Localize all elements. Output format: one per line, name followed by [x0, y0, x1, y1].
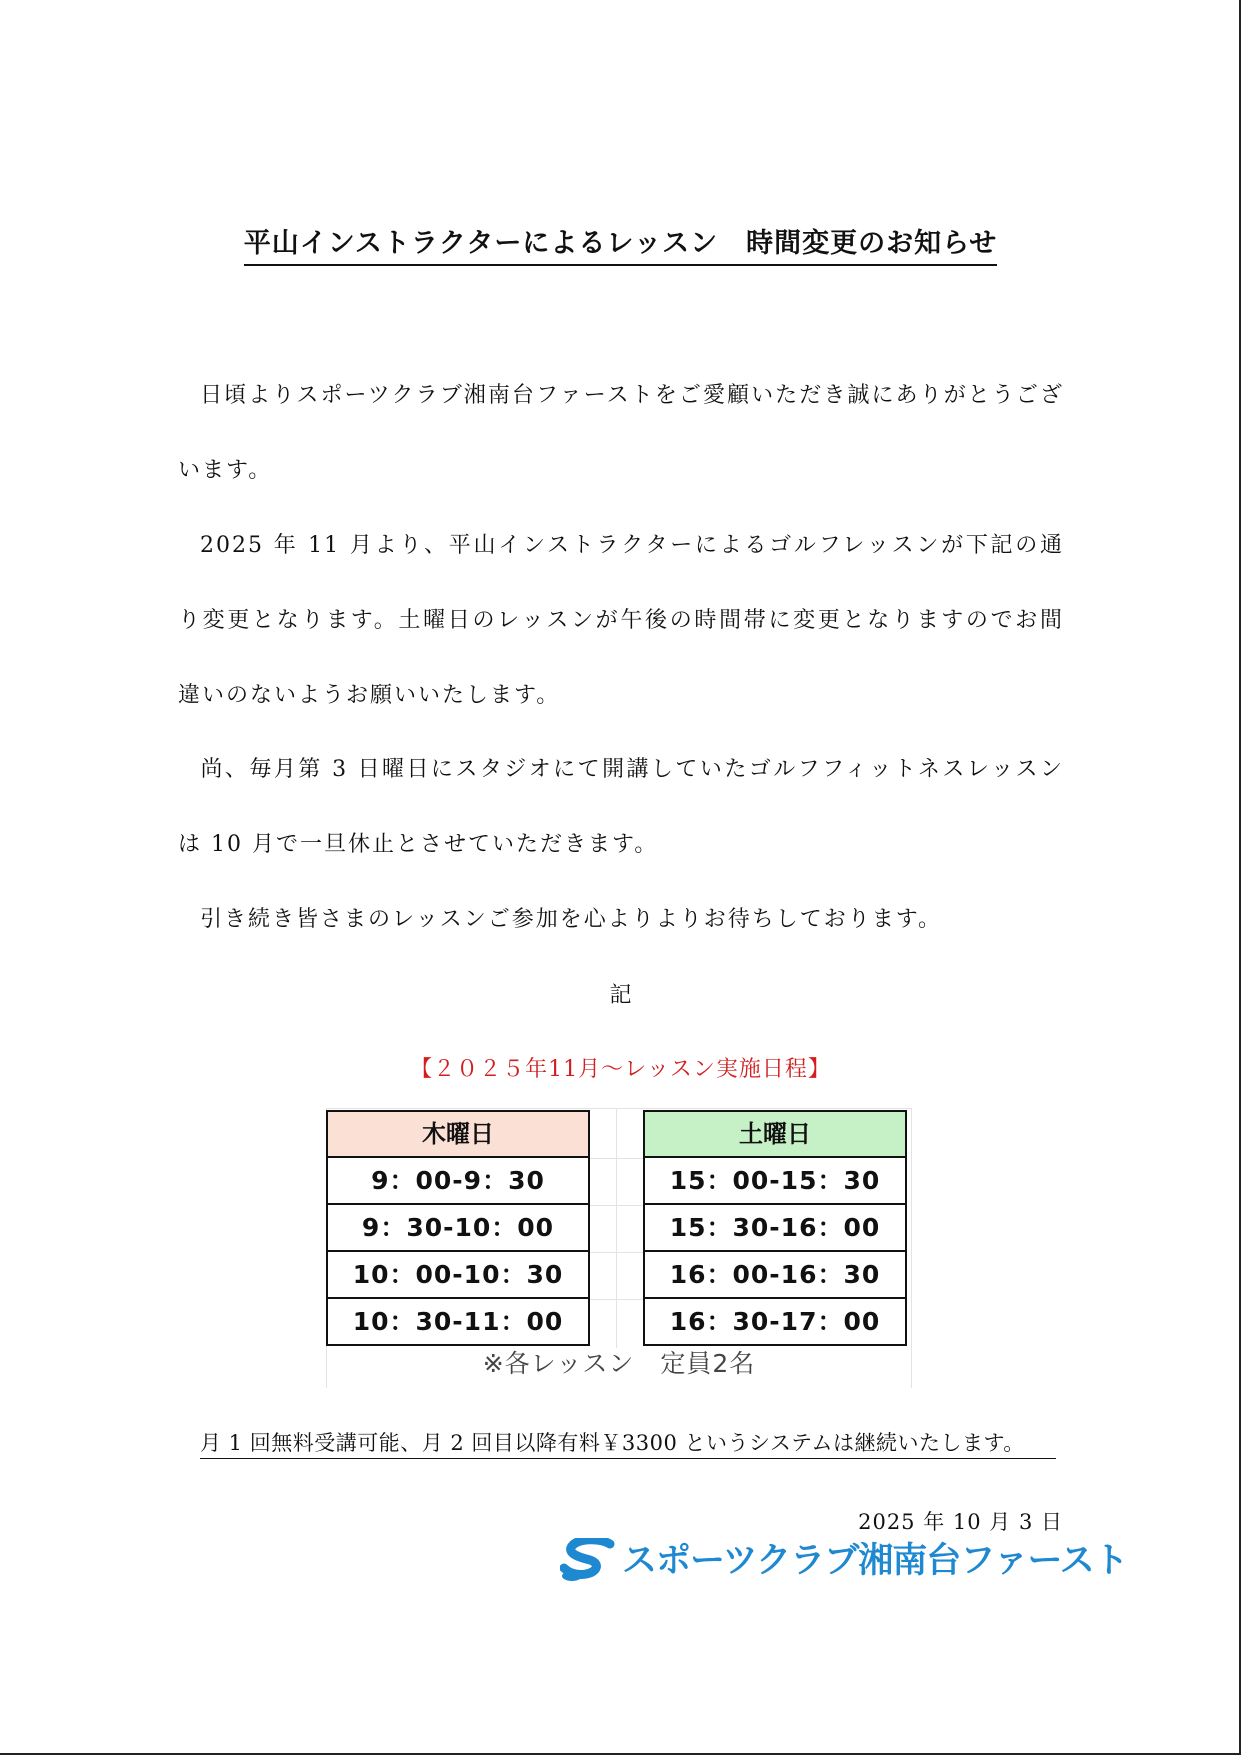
thursday-slot: 9：00-9：30	[326, 1158, 590, 1205]
grid-line	[590, 1158, 643, 1159]
club-logo-text: スポーツクラブ湘南台ファースト	[622, 1541, 1128, 1581]
thursday-slot: 10：00-10：30	[326, 1252, 590, 1299]
grid-line	[616, 1108, 617, 1348]
saturday-slot: 16：00-16：30	[643, 1252, 907, 1299]
thursday-column	[326, 1110, 590, 1346]
thursday-slot: 9：30-10：00	[326, 1205, 590, 1252]
grid-line	[590, 1252, 643, 1253]
paragraph-greeting-text: 日頃よりスポーツクラブ湘南台ファーストをご愛顧いただき誠にありがとうございます。	[178, 383, 1064, 483]
fee-note: 月 1 回無料受講可能、月 2 回目以降有料￥3300 というシステムは継続いたします。	[200, 1428, 1056, 1459]
thursday-slot: 10：30-11：00	[326, 1299, 590, 1346]
paragraph-suspension	[178, 732, 1064, 882]
notice-title	[0, 226, 1241, 266]
issue-date: 2025 年 10 月 3 日	[858, 1510, 1063, 1534]
paragraph-closing	[178, 882, 1064, 957]
saturday-header: 土曜日	[643, 1110, 907, 1158]
thursday-header: 木曜日	[326, 1110, 590, 1158]
saturday-slot: 16：30-17：00	[643, 1299, 907, 1346]
schedule-title: 【２０２５年11月～レッスン実施日程】	[410, 1057, 831, 1082]
grid-line	[590, 1205, 643, 1206]
club-logo-icon	[560, 1538, 618, 1584]
schedule-table	[326, 1108, 912, 1388]
paragraph-suspension-text: 尚、毎月第 3 日曜日にスタジオにて開講していたゴルフフィットネスレッスンは 10 月で一旦休止とさせていただきます。	[178, 757, 1064, 857]
notice-title-text: 平山インストラクターによるレッスン 時間変更のお知らせ	[244, 226, 998, 266]
grid-line	[590, 1299, 643, 1300]
paragraph-closing-text: 引き続き皆さまのレッスンご参加を心よりよりお待ちしております。	[200, 907, 943, 932]
paragraph-change-text: 2025 年 11 月より、平山インストラクターによるゴルフレッスンが下記の通り変更となります。土曜日のレッスンが午後の時間帯に変更となりますのでお間違いのないようお願いいたします。	[178, 533, 1064, 708]
saturday-column	[643, 1110, 907, 1346]
ki-heading: 記	[609, 983, 632, 1008]
paragraph-change	[178, 508, 1064, 733]
saturday-slot: 15：30-16：00	[643, 1205, 907, 1252]
paragraph-greeting	[178, 358, 1064, 508]
club-logo	[560, 1536, 1128, 1586]
saturday-slot: 15：00-15：30	[643, 1158, 907, 1205]
grid-line	[326, 1108, 912, 1109]
capacity-note: ※各レッスン 定員2名	[482, 1349, 756, 1378]
